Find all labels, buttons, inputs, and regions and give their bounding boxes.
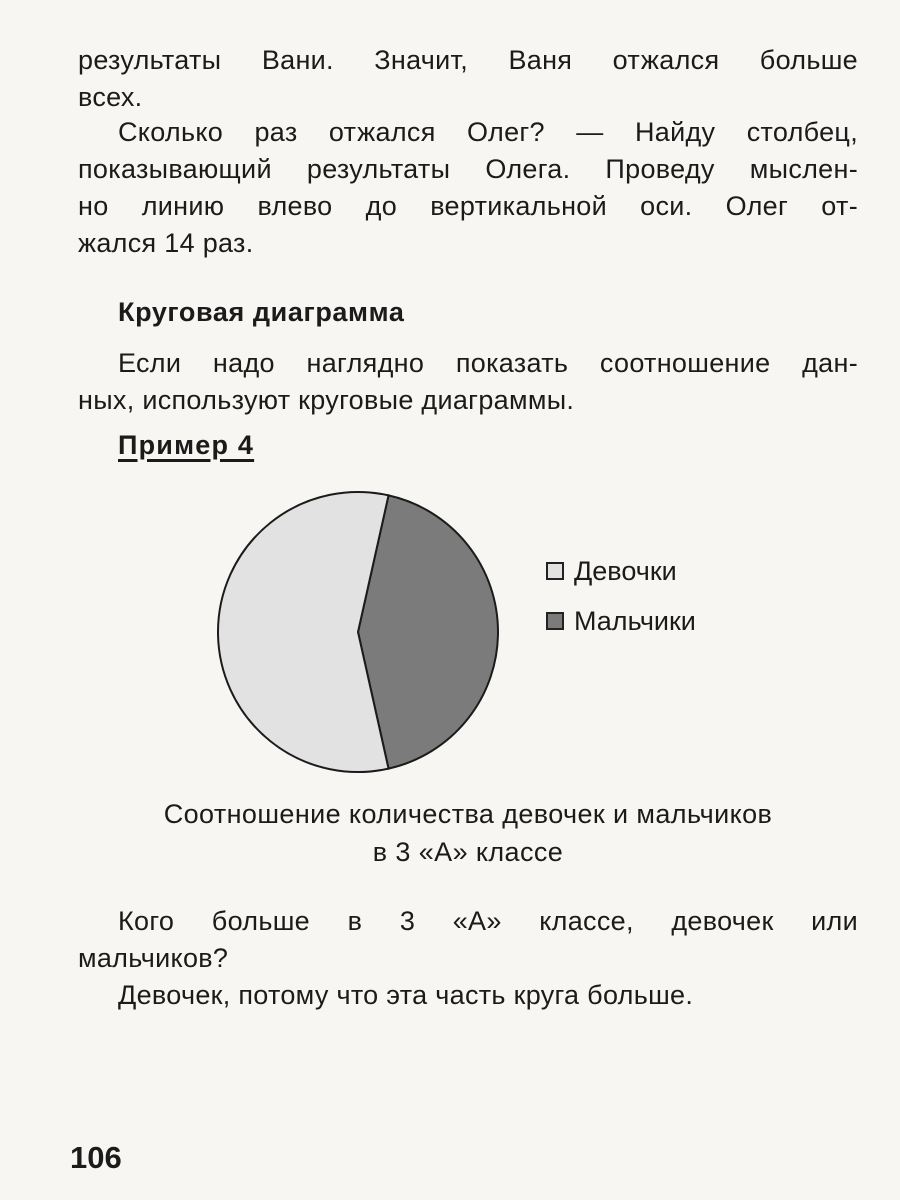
text-line: Если надо наглядно показать соотношение дан-: [118, 348, 858, 378]
chart-legend: [546, 546, 696, 646]
text-line: результаты Вани. Значит, Ваня отжался больше: [78, 45, 858, 75]
legend-swatch-girls: [546, 562, 564, 580]
paragraph-answer: [78, 977, 858, 1014]
section-heading: Круговая диаграмма: [118, 297, 405, 327]
chart-caption-line: в 3 «А» классе: [372, 837, 564, 867]
text-line: ных, используют круговые диаграммы.: [78, 385, 575, 415]
legend-swatch-boys: [546, 612, 564, 630]
paragraph-vanya-result: [78, 42, 858, 116]
legend-label-boys: Мальчики: [574, 605, 696, 636]
text-line: жался 14 раз.: [78, 228, 254, 258]
legend-label-girls: Девочки: [574, 555, 677, 586]
paragraph-question: [78, 903, 858, 977]
paragraph-oleg-question: [78, 114, 858, 262]
text-line: но линию влево до вертикальной оси. Олег от-: [78, 191, 858, 221]
paragraph-pie-intro: [78, 345, 858, 419]
legend-item-girls: [546, 546, 696, 596]
text-line: мальчиков?: [78, 943, 229, 973]
chart-caption-line: Соотношение количества девочек и мальчиков: [163, 799, 773, 829]
text-line: Кого больше в 3 «А» классе, девочек или: [118, 906, 858, 936]
text-line: всех.: [78, 82, 143, 112]
pie-chart: [210, 484, 510, 784]
page-number: 106: [70, 1140, 122, 1175]
text-line: показывающий результаты Олега. Проведу мыслен-: [78, 154, 858, 184]
text-line: Девочек, потому что эта часть круга больше.: [118, 980, 694, 1010]
example-label: Пример 4: [118, 430, 255, 460]
legend-item-boys: [546, 596, 696, 646]
text-line: Сколько раз отжался Олег? — Найду столбец,: [118, 117, 858, 147]
chart-caption: [78, 795, 858, 871]
